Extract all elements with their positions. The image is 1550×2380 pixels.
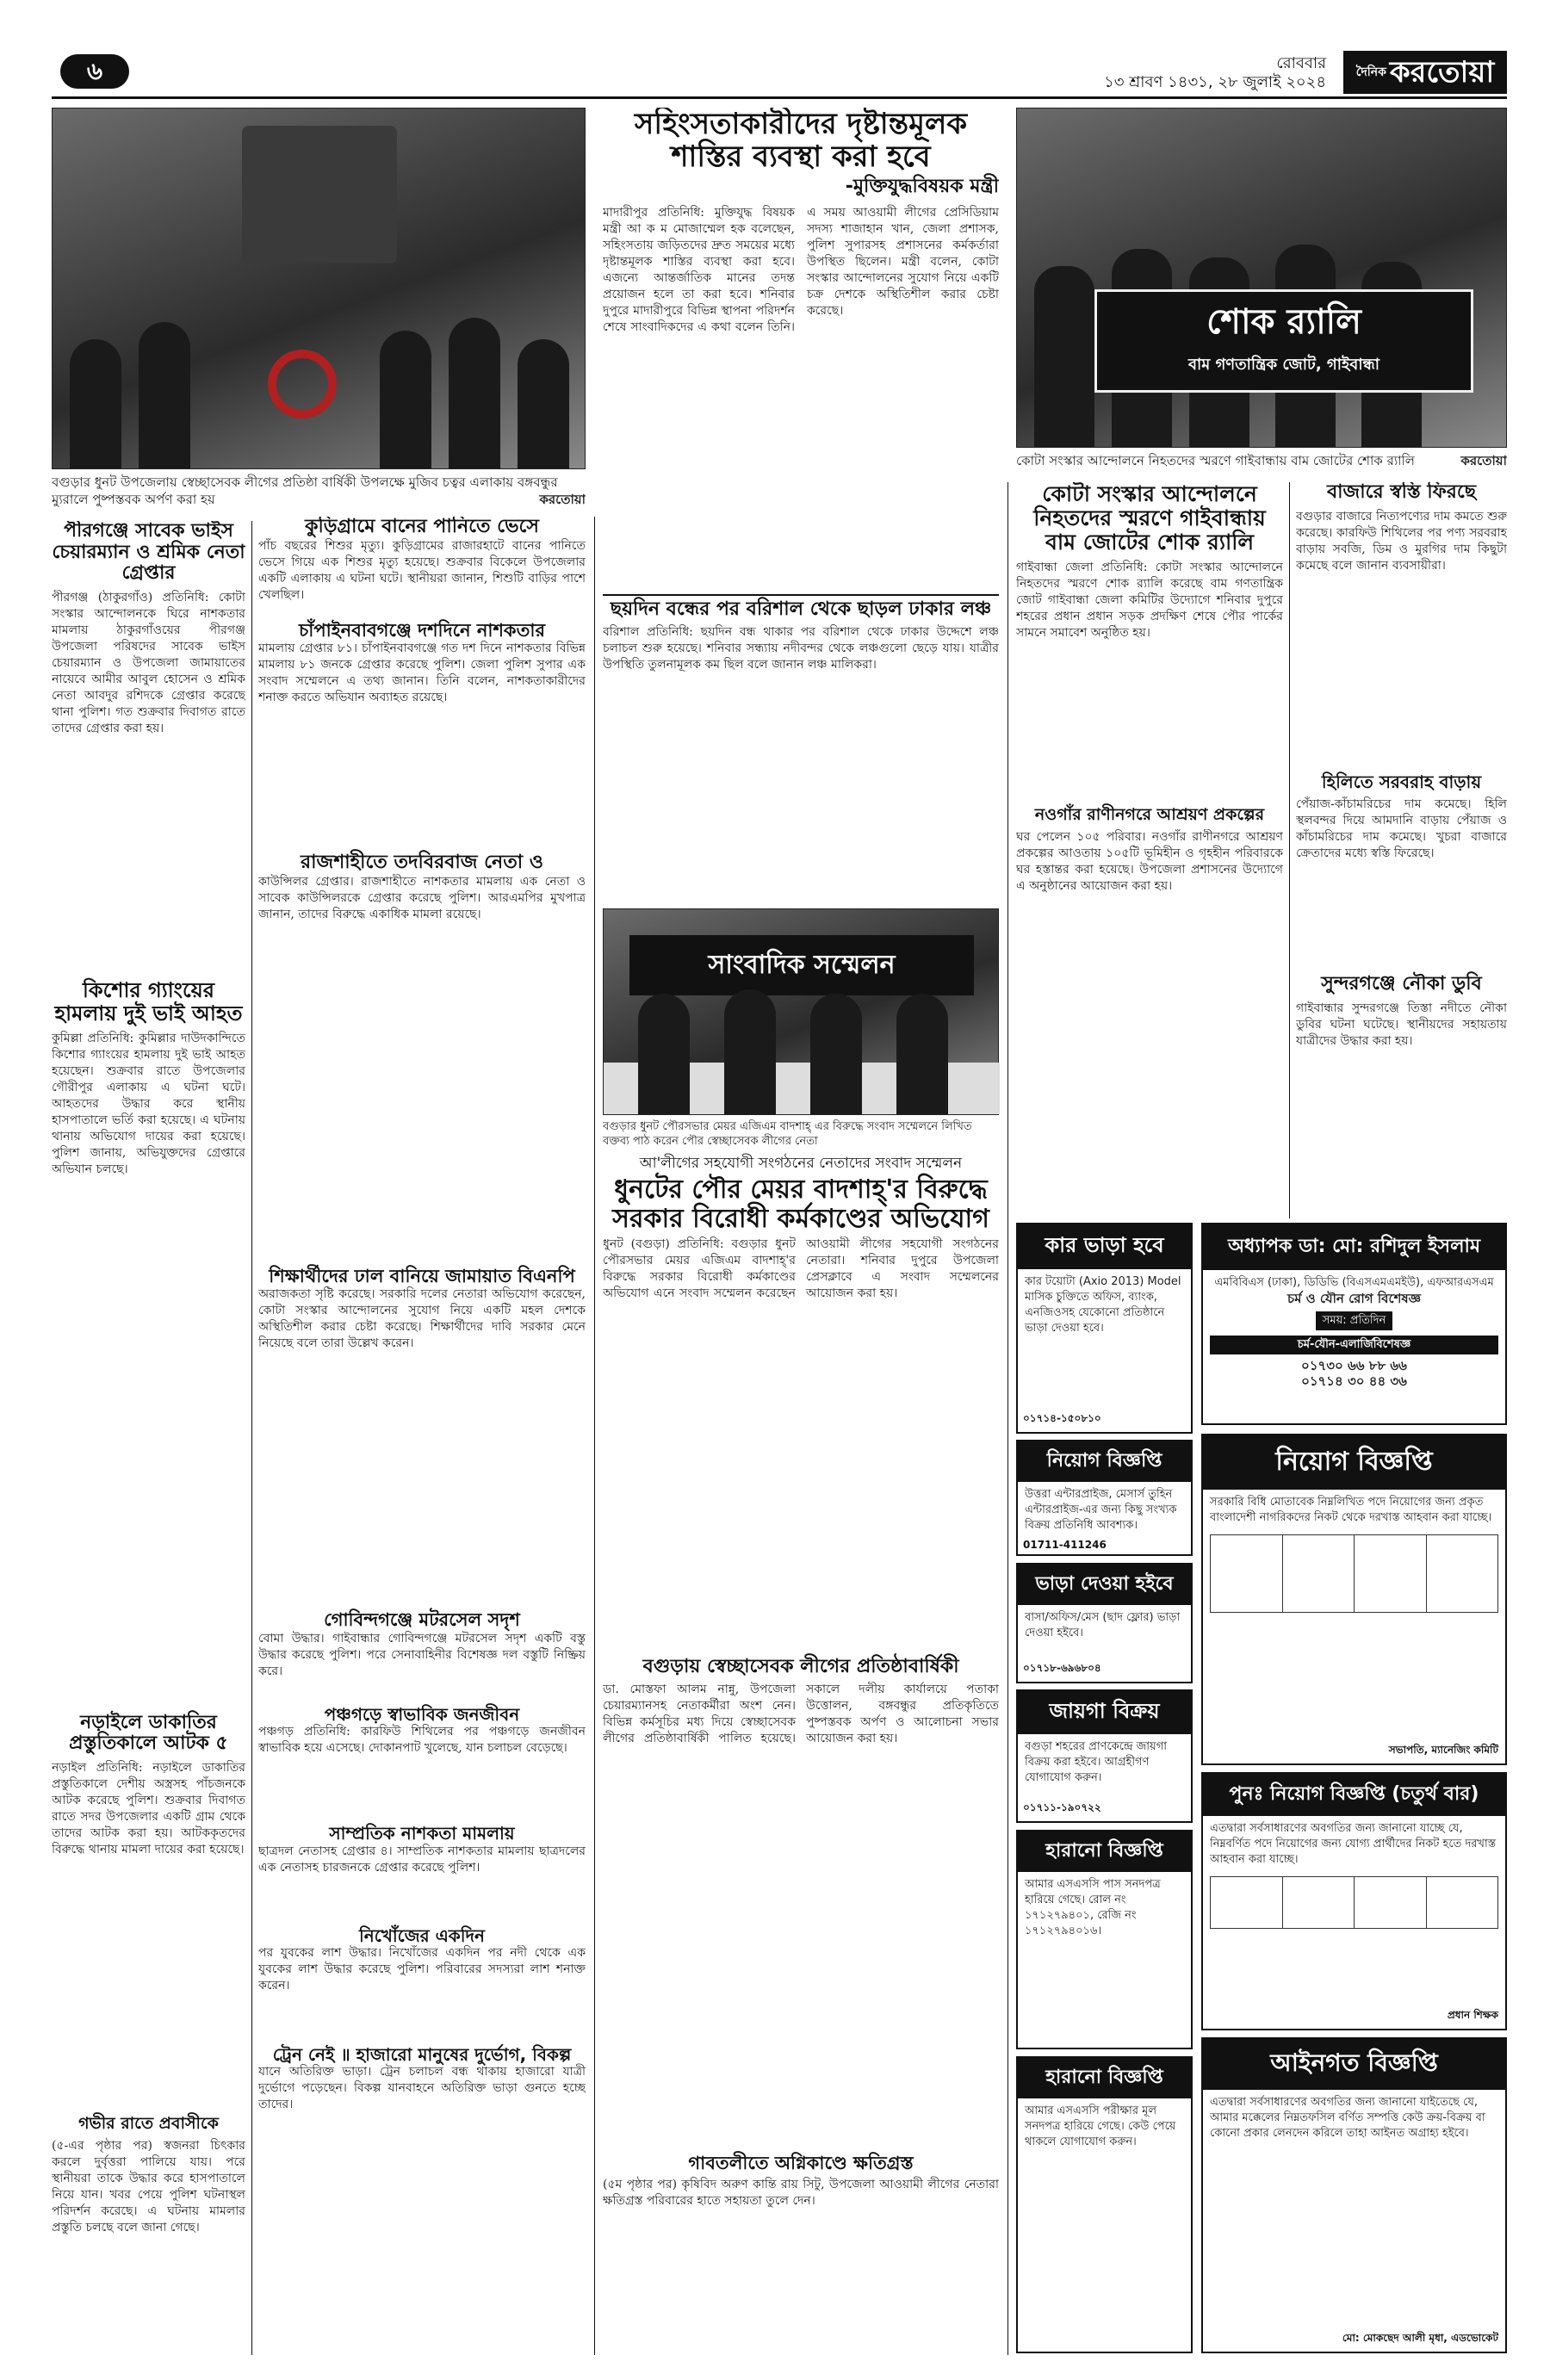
press-caption: বগুড়ার ধুনট পৌরসভার মেয়র এজিএম বাদশাহ্ এর বিরুদ্ধে সংবাদ সম্মেলনে লিখিত বক্তব্য পাঠ করেন পৌর স্বেচ্ছাসেবক লীগের নেতা: [603, 1120, 972, 1148]
photo-credit: করতোয়া: [539, 492, 586, 507]
article-headline: হিলিতে সরবরাহ বাড়ায়: [1321, 771, 1482, 792]
ad-title: নিয়োগ বিজ্ঞপ্তি: [1203, 1435, 1505, 1490]
banner-text: শোক র‍্যালি: [1206, 302, 1361, 342]
article-body: ছাত্রদল নেতাসহ গ্রেপ্তার ৪। সাম্প্রতিক নাশকতার মামলায় ছাত্রদলের এক নেতাসহ চারজনকে গ্রেপ্তার করেছে পুলিশ।: [258, 1844, 586, 1875]
mural: [242, 126, 397, 263]
article-headline: গাবতলীতে অগ্নিকাণ্ডে ক্ষতিগ্রস্ত: [688, 2152, 914, 2173]
article-headline: বগুড়ায় স্বেচ্ছাসেবক লীগের প্রতিষ্ঠাবার্ষিকী: [642, 1656, 959, 1678]
ad-title: পুনঃ নিয়োগ বিজ্ঞপ্তি (চতুর্থ বার): [1203, 1774, 1505, 1816]
article-body: পর যুবকের লাশ উদ্ধার। নিখোঁজের একদিন পর নদী থেকে এক যুবকের লাশ উদ্ধার করেছে পুলিশ। পরিবারের সদস্যরা লাশ শনাক্ত করেন।: [258, 1945, 586, 1993]
table-cell: [1426, 1535, 1498, 1613]
doctor-phone: ০১৭১৪ ৩০ ৪৪ ৩৬: [1301, 1373, 1407, 1389]
article-body: কাউন্সিলর গ্রেপ্তার। রাজশাহীতে নাশকতার মামলায় এক নেতা ও সাবেক কাউন্সিলরকে গ্রেপ্তার করেছে পুলিশ। আরএমপির মুখপাত্র জানান, তাদের বিরুদ্ধে একাধিক মামলা রয়েছে।: [258, 874, 586, 921]
column-3-lower: [603, 1119, 999, 2355]
article-headline: নড়াইলে ডাকাতির প্রস্তুতিকালে আটক ৫: [69, 1711, 228, 1755]
column-2: [258, 517, 586, 2355]
table-cell: [1355, 1535, 1427, 1613]
article-kicker: আ'লীগের সহযোগী সংগঠনের নেতাদের সংবাদ সম্মেলন: [639, 1155, 963, 1172]
person-figure: [810, 994, 862, 1114]
weekday: রোববার: [1276, 54, 1326, 72]
article-body: যানে অতিরিক্ত ভাড়া। ট্রেন চলাচল বন্ধ থাকায় হাজারো যাত্রী দুর্ভোগে পড়েছেন। বিকল্প যানবাহনে অতিরিক্ত ভাড়া গুনতে হচ্ছে তাদের।: [258, 2065, 586, 2112]
person-figure: [638, 994, 690, 1114]
article-headline: ছয়দিন বন্ধের পর বরিশাল থেকে ছাড়ল ঢাকার লঞ্চ: [603, 594, 999, 621]
article-body: ঘর পেলেন ১০৫ পরিবার। নওগাঁর রাণীনগরে আশ্রয়ণ প্রকল্পের আওতায় ১০৫টি ভূমিহীন ও গৃহহীন পরিবারকে ঘর হস্তান্তর করা হয়েছে। উপজেলা প্রশাসনের উদ্যোগে এ অনুষ্ঠানের আয়োজন করা হয়।: [1016, 830, 1283, 894]
ad-title: হারানো বিজ্ঞপ্তি: [1018, 1831, 1191, 1872]
doctor-degree: এমবিবিএস (ঢাকা), ডিডিভি (বিএসএমএমইউ), এফআরএসএম: [1214, 1276, 1494, 1289]
article-body: বোমা উদ্ধার। গাইবান্ধার গোবিন্দগঞ্জে মটরসেল সদৃশ একটি বস্তু উদ্ধার করেছে পুলিশ। পরে সেনাবাহিনীর বিশেষজ্ঞ দল বস্তুটি নিষ্ক্রিয় করে।: [258, 1631, 586, 1678]
ad-body: সরকারি বিধি মোতাবেক নিম্নলিখিত পদে নিয়োগের জন্য প্রকৃত বাংলাদেশী নাগরিকদের নিকট থেকে দরখাস্ত আহবান করা যাচ্ছে।: [1210, 1496, 1492, 1524]
masthead: [52, 47, 1507, 99]
top-right-caption: [1016, 452, 1507, 473]
ad-phone: 01711-411246: [1023, 1539, 1107, 1551]
article-body: পাঁচ বছরের শিশুর মৃত্যু। কুড়িগ্রামের রাজারহাটে বানের পানিতে ভেসে গিয়ে এক শিশুর মৃত্যু হয়েছে। শুক্রবার বিকেলে উপজেলার একটি এলাকায় এ ঘটনা ঘটে। স্থানীয়রা জানান, শিশুটি বাড়ির পাশে খেলছিল।: [258, 538, 586, 602]
vacancy-table: [1210, 1534, 1498, 1613]
column-1: [52, 521, 245, 2355]
table-cell: [1426, 1877, 1498, 1929]
ad-title: নিয়োগ বিজ্ঞপ্তি: [1018, 1441, 1191, 1482]
article-headline: সাম্প্রতিক নাশকতা মামলায়: [329, 1823, 515, 1844]
person-figure: [70, 339, 121, 468]
column-divider: [594, 517, 595, 2355]
ad-title: অধ্যাপক ডা: মো: রশিদুল ইসলাম: [1203, 1224, 1505, 1270]
article-body: ধুনট (বগুড়া) প্রতিনিধি: বগুড়ার ধুনট পৌরসভার মেয়র এজিএম বাদশাহ্'র বিরুদ্ধে সরকার বিরোধী কর্মকাণ্ডের অভিযোগ এনে সংবাদ সম্মেলন করেছেন আওয়ামী লীগের সহযোগী সংগঠনের নেতারা। শনিবার দুপুরে উপজেলা প্রেসক্লাবে এ সংবাদ সম্মেলনের আয়োজন করা হয়।: [603, 1237, 999, 1301]
car-rent-ad: [1016, 1223, 1193, 1434]
article-body: নড়াইল প্রতিনিধি: নড়াইলে ডাকাতির প্রস্তুতিকালে দেশীয় অস্ত্রসহ পাঁচজনকে আটক করেছে পুলিশ। শুক্রবার দিবাগত রাতে সদর উপজেলার একটি গ্রাম থেকে তাদের আটক করা হয়। আটককৃতদের বিরুদ্ধে থানায় মামলা দায়ের করা হয়েছে।: [52, 1760, 245, 1856]
article-body: মামলায় গ্রেপ্তার ৮১। চাঁপাইনবাবগঞ্জে গত দশ দিনে নাশকতার বিভিন্ন মামলায় ৮১ জনকে গ্রেপ্তার করেছে পুলিশ। জেলা পুলিশ সুপার এক সংবাদ সম্মেলনে এ তথ্য জানান। তিনি বলেন, নাশকতাকারীদের শনাক্ত করতে অভিযান অব্যাহত রয়েছে।: [258, 641, 586, 705]
job-ad-small: [1016, 1440, 1193, 1556]
article-headline: পঞ্চগড়ে স্বাভাবিক জনজীবন: [324, 1703, 520, 1725]
caption-text: কোটা সংস্কার আন্দোলনে নিহতদের স্মরণে গাইবান্ধায় বাম জোটের শোক র‍্যালি: [1016, 453, 1415, 468]
column-divider: [251, 521, 252, 2355]
lead-headline-1: সহিংসতাকারীদের দৃষ্টান্তমূলক: [634, 108, 968, 141]
person-figure: [380, 331, 431, 468]
lost-notice-ad: [1016, 2056, 1193, 2353]
article-headline: ধুনটের পৌর মেয়র বাদশাহ্'র বিরুদ্ধে সরকার বিরোধী কর্মকাণ্ডের অভিযোগ: [612, 1175, 989, 1234]
article-headline: গভীর রাতে প্রবাসীকে: [78, 2113, 219, 2133]
article-headline: কিশোর গ্যাংয়ের হামলায় দুই ভাই আহত: [54, 977, 243, 1026]
table-cell: [1282, 1535, 1355, 1613]
lead-byline: -মুক্তিযুদ্ধবিষয়ক মন্ত্রী: [845, 176, 999, 198]
ad-title: কার ভাড়া হবে: [1018, 1224, 1191, 1269]
lead-body: মাদারীপুর প্রতিনিধি: মুক্তিযুদ্ধ বিষয়ক মন্ত্রী আ ক ম মোজাম্মেল হক বলেছেন, সহিংসতায় জড়িতদের দ্রুত সময়ের মধ্যে দৃষ্টান্তমূলক শাস্তির ব্যবস্থা করা হবে। এজন্যে আন্তর্জাতিক মানের তদন্ত প্রয়োজন হলে তা করা হবে। শনিবার দুপুরে মাদারীপুরে বিভিন্ন স্থাপনা পরিদর্শন শেষে সাংবাদিকদের এ কথা বলেন তিনি। এ সময় আওয়ামী লীগের প্রেসিডিয়াম সদস্য শাজাহান খান, জেলা প্রশাসক, পুলিশ সুপারসহ প্রশাসনের কর্মকর্তারা উপস্থিত ছিলেন। মন্ত্রী বলেন, কোটা সংস্কার আন্দোলনের সুযোগ নিয়ে একটি চক্র দেশকে অস্থিতিশীল করার চেষ্টা করেছে।: [603, 205, 999, 334]
photo-credit: করতোয়া: [1460, 453, 1507, 468]
ad-body: আমার এসএসসি পাস সনদপত্র হারিয়ে গেছে। রোল নং ১৭১২৭৯৪০১, রেজি নং ১৭১২৭৯৪০১৬।: [1025, 1878, 1161, 1937]
ad-signature: প্রধান শিক্ষক: [1447, 2009, 1498, 2021]
article-headline: নওগাঁর রাণীনগরে আশ্রয়ণ প্রকল্পের: [1034, 805, 1265, 824]
doctor-department: চর্ম-যৌন-এলার্জিবিশেষজ্ঞ: [1210, 1336, 1498, 1354]
article-body: পঞ্চগড় প্রতিনিধি: কারফিউ শিথিলের পর পঞ্চগড়ে জনজীবন স্বাভাবিক হয়ে এসেছে। দোকানপাট খুলেছে, যান চলাচল বেড়েছে।: [258, 1725, 586, 1756]
ad-title: ভাড়া দেওয়া হইবে: [1018, 1565, 1191, 1605]
lead-story: [603, 108, 999, 590]
column-4: [1016, 482, 1283, 1218]
top-left-photo: [52, 108, 586, 469]
article-body: অরাজকতা সৃষ্টি করেছে। সরকারি দলের নেতারা অভিযোগ করেছেন, কোটা সংস্কার আন্দোলনের সুযোগ নিয়ে একটি মহল দেশকে অস্থিতিশীল করার চেষ্টা করেছে। শিক্ষার্থীদের দাবি সরকার মেনে নিয়েছে বলে তারা উল্লেখ করেন।: [258, 1287, 586, 1351]
article-body: ডা. মোস্তফা আলম নান্নু, উপজেলা চেয়ারম্যানসহ নেতাকর্মীরা অংশ নেন। বিভিন্ন কর্মসূচির মধ্য দিয়ে স্বেচ্ছাসেবক লীগের প্রতিষ্ঠাবার্ষিকী পালিত হয়েছে। সকালে দলীয় কার্যালয়ে পতাকা উত্তোলন, বঙ্গবন্ধুর প্রতিকৃতিতে পুষ্পস্তবক অর্পণ ও আলোচনা সভার আয়োজন করা হয়।: [603, 1682, 999, 1745]
ad-signature: সভাপতি, ম্যানেজিং কমিটি: [1388, 1744, 1498, 1756]
top-right-photo: [1016, 108, 1507, 448]
ad-body: এতদ্বারা সর্বসাধারণের অবগতির জন্য জানানো যাচ্ছে যে, নিম্নবর্ণিত পদে নিয়োগের জন্য যোগ্য প্রার্থীদের নিকট হতে দরখাস্ত আহবান করা যাচ্ছে।: [1210, 1822, 1497, 1866]
lost-notice-ad: [1016, 1830, 1193, 2049]
article-headline: শিক্ষার্থীদের ঢাল বানিয়ে জামায়াত বিএনপি: [269, 1265, 575, 1286]
person-figure: [896, 994, 948, 1114]
date-line: [982, 54, 1326, 92]
wreath-icon: [268, 350, 337, 418]
article-headline: কোটা সংস্কার আন্দোলনে নিহতদের স্মরণে গাইবান্ধায় বাম জোটের শোক র‍্যালি: [1033, 482, 1266, 555]
person-figure: [724, 989, 776, 1114]
article-headline: ট্রেন নেই ॥ হাজারো মানুষের দুর্ভোগ, বিকল্প: [272, 2043, 572, 2065]
ad-body: কার টয়োটা (Axio 2013) Model মাসিক চুক্তিতে অফিস, ব্যাংক, এনজিওসহ যেকোনো প্রতিষ্ঠানে ভাড়া দেওয়া হবে।: [1025, 1275, 1181, 1335]
doctor-time: সময়: প্রতিদিন: [1316, 1311, 1392, 1330]
top-left-caption: [52, 474, 586, 511]
table-cell: [1211, 1535, 1283, 1613]
job-ad-large: [1201, 1434, 1507, 1765]
article-headline: রাজশাহীতে তদবিরবাজ নেতা ও: [301, 852, 543, 874]
banner-subtext: বাম গণতান্ত্রিক জোট, গাইবান্ধা: [1187, 356, 1380, 374]
table-cell: [1355, 1877, 1427, 1929]
ad-phone: ০১৭১১-১৯০৭২২: [1023, 1801, 1101, 1813]
person-figure: [1034, 266, 1094, 447]
ad-body: উত্তরা এন্টারপ্রাইজ, মেসার্স তুহিন এন্টারপ্রাইজ-এর জন্য কিছু সংখ্যক বিক্রয় প্রতিনিধি আবশ্যক।: [1025, 1488, 1177, 1532]
logo-text: করতোয়া: [1389, 55, 1495, 90]
ad-phone: ০১৭১৮-৬৯৬৮০৪: [1023, 1662, 1101, 1674]
land-sale-ad: [1016, 1689, 1193, 1823]
ad-body: বাসা/অফিস/মেস (ছাদ ফ্লোর) ভাড়া দেওয়া হইবে।: [1025, 1611, 1181, 1639]
vacancy-table: [1210, 1876, 1498, 1929]
article-body: বগুড়ার বাজারে নিত্যপণ্যের দাম কমতে শুরু করেছে। কারফিউ শিথিলের পর পণ্য সরবরাহ বাড়ায় সবজি, ডিম ও মুরগির দাম কিছুটা কমেছে বলে জানান ব্যবসায়ীরা।: [1296, 509, 1507, 573]
article-body: (৫-এর পৃষ্ঠার পর) স্বজনরা চিৎকার করলে দুর্বৃত্তরা পালিয়ে যায়। পরে স্থানীয়রা তাকে উদ্ধার করে হাসপাতালে নিয়ে যান। খবর পেয়ে পুলিশ ঘটনাস্থল পরিদর্শন করেছে। এ ঘটনায় মামলার প্রস্তুতি চলছে বলে জানা গেছে।: [52, 2139, 245, 2235]
article-body: কুমিল্লা প্রতিনিধি: কুমিল্লার দাউদকান্দিতে কিশোর গ্যাংয়ের হামলায় দুই ভাই আহত হয়েছেন। শুক্রবার রাতে উপজেলার গৌরীপুর এলাকায় এ ঘটনা ঘটে। আহতদের উদ্ধার করে স্থানীয় হাসপাতালে ভর্তি করা হয়েছে। এ ঘটনায় থানায় অভিযোগ দায়ের করা হয়েছে। পুলিশ জানায়, অভিযুক্তদের গ্রেপ্তারে অভিযান চলছে।: [52, 1031, 245, 1176]
person-figure: [139, 322, 190, 468]
date: ১৩ শ্রাবণ ১৪৩১, ২৮ জুলাই ২০২৪: [1104, 73, 1326, 91]
person-figure: [449, 318, 500, 468]
article-headline: গোবিন্দগঞ্জে মটরসেল সদৃশ: [324, 1609, 520, 1631]
article-body: গাইবান্ধা জেলা প্রতিনিধি: কোটা সংস্কার আন্দোলনে নিহতদের স্মরণে শোক র‍্যালি করেছে বাম গণতান্ত্রিক জোট গাইবান্ধা জেলা কমিটির উদ্যোগে শনিবার দুপুরে শহরের প্রধান প্রধান সড়ক প্রদক্ষিণ শেষে পৌর পার্কের সামনে সমাবেশ অনুষ্ঠিত হয়।: [1016, 561, 1283, 640]
ad-body: এতদ্বারা সর্বসাধারণের অবগতির জন্য জানানো যাইতেছে যে, আমার মক্কেলের নিম্নতফসিল বর্ণিত সম্পত্তি কেউ ক্রয়-বিক্রয় বা কোনো প্রকার লেনদেন করিলে তাহা আইনত অগ্রাহ্য হইবে।: [1210, 2096, 1485, 2140]
person-figure: [518, 339, 569, 468]
ad-body: [1203, 1270, 1505, 1394]
lead-headline-2: শাস্তির ব্যবস্থা করা হবে: [671, 139, 931, 175]
article-body: (৫ম পৃষ্ঠার পর) কৃষিবিদ অরুণ কান্তি রায় সিটু, উপজেলা আওয়ামী লীগের নেতারা ক্ষতিগ্রস্ত পরিবারের হাতে সহায়তা তুলে দেন।: [603, 2178, 999, 2209]
caption-text: বগুড়ার ধুনট উপজেলায় স্বেচ্ছাসেবক লীগের প্রতিষ্ঠা বার্ষিকী উপলক্ষে মুজিব চত্বর এলাকায় বঙ্গবন্ধুর ম্যুরালে পুষ্পস্তবক অর্পণ করা হয়: [52, 474, 558, 507]
page-number: ৬: [60, 54, 129, 89]
logo-small: দৈনিক: [1355, 65, 1386, 79]
ad-title: জায়গা বিক্রয়: [1018, 1691, 1191, 1734]
article-body: বরিশাল প্রতিনিধি: ছয়দিন বন্ধ থাকার পর বরিশাল থেকে ঢাকার উদ্দেশে লঞ্চ চলাচল শুরু হয়েছে। শনিবার সন্ধ্যায় নদীবন্দর থেকে লঞ্চগুলো ছেড়ে যায়। যাত্রীর উপস্থিতি তুলনামূলক কম ছিল বলে জানান লঞ্চ মালিকরা।: [603, 624, 999, 672]
ad-title: হারানো বিজ্ঞপ্তি: [1018, 2058, 1191, 2098]
ad-phone: ০১৭১৪-১৫০৮১০: [1023, 1412, 1101, 1424]
doctor-phone: ০১৭৩০ ৬৬ ৮৮ ৬৬: [1301, 1358, 1407, 1373]
re-recruitment-ad: [1201, 1772, 1507, 2030]
ad-body: আমার এসএসসি পরীক্ষার মূল সনদপত্র হারিয়ে গেছে। কেউ পেয়ে থাকলে যোগাযোগ করুন।: [1025, 2104, 1176, 2148]
article-headline: নিখোঁজের একদিন: [359, 1924, 485, 1946]
article-headline: পীরগঞ্জে সাবেক ভাইস চেয়ারম্যান ও শ্রমিক নেতা গ্রেপ্তার: [52, 521, 245, 585]
ad-signature: মো: মোকছেদ আলী মৃধা, এডভোকেট: [1342, 2332, 1498, 2344]
column-divider: [1289, 482, 1290, 1218]
article-headline: বাজারে স্বস্তি ফিরছে: [1326, 482, 1477, 503]
doctor-specialty: চর্ম ও যৌন রোগ বিশেষজ্ঞ: [1286, 1291, 1421, 1306]
ad-title: আইনগত বিজ্ঞপ্তি: [1203, 2039, 1505, 2090]
legal-notice-ad: [1201, 2037, 1507, 2353]
article-body: পীরগঞ্জ (ঠাকুরগাঁও) প্রতিনিধি: কোটা সংস্কার আন্দোলনকে ঘিরে নাশকতার মামলায় ঠাকুরগাঁওয়ের পীরগঞ্জ উপজেলা পরিষদের সাবেক ভাইস চেয়ারম্যান ও উপজেলা জামায়াতের নায়েবে আমীর আবুল হোসেন ও শ্রমিক নেতা আবদুর রশিদকে গ্রেপ্তার করেছে থানা পুলিশ। গত শুক্রবার দিবাগত রাতে তাদের গ্রেপ্তার করা হয়।: [52, 590, 245, 735]
article-body: গাইবান্ধার সুন্দরগঞ্জে তিস্তা নদীতে নৌকা ডুবির ঘটনা ঘটেছে। স্থানীয়দের সহায়তায় যাত্রীদের উদ্ধার করা হয়।: [1296, 1001, 1507, 1048]
table-cell: [1211, 1877, 1283, 1929]
rally-banner: [1094, 289, 1473, 393]
rent-ad: [1016, 1563, 1193, 1683]
press-conference-photo: [603, 908, 999, 1115]
column-5: [1296, 482, 1507, 1218]
doctor-ad: [1201, 1223, 1507, 1425]
article-headline: কুড়িগ্রামে বানের পানিতে ভেসে: [305, 517, 539, 537]
article-body: পেঁয়াজ-কাঁচামরিচের দাম কমেছে। হিলি স্থলবন্দর দিয়ে আমদানি বাড়ায় পেঁয়াজ ও কাঁচামরিচের দাম কমেছে। খুচরা বাজারে ক্রেতাদের মধ্যে স্বস্তি ফিরেছে।: [1296, 797, 1507, 861]
ad-body: বগুড়া শহরের প্রাণকেন্দ্রে জায়গা বিক্রয় করা হইবে। আগ্রহীগণ যোগাযোগ করুন।: [1025, 1740, 1167, 1784]
press-banner: সাংবাদিক সম্মেলন: [629, 935, 974, 995]
table-cell: [1282, 1877, 1355, 1929]
article-headline: সুন্দরগঞ্জে নৌকা ডুবি: [1321, 973, 1482, 995]
newspaper-logo: [1343, 51, 1507, 94]
article-headline: চাঁপাইনবাবগঞ্জে দশদিনে নাশকতার: [298, 619, 546, 641]
